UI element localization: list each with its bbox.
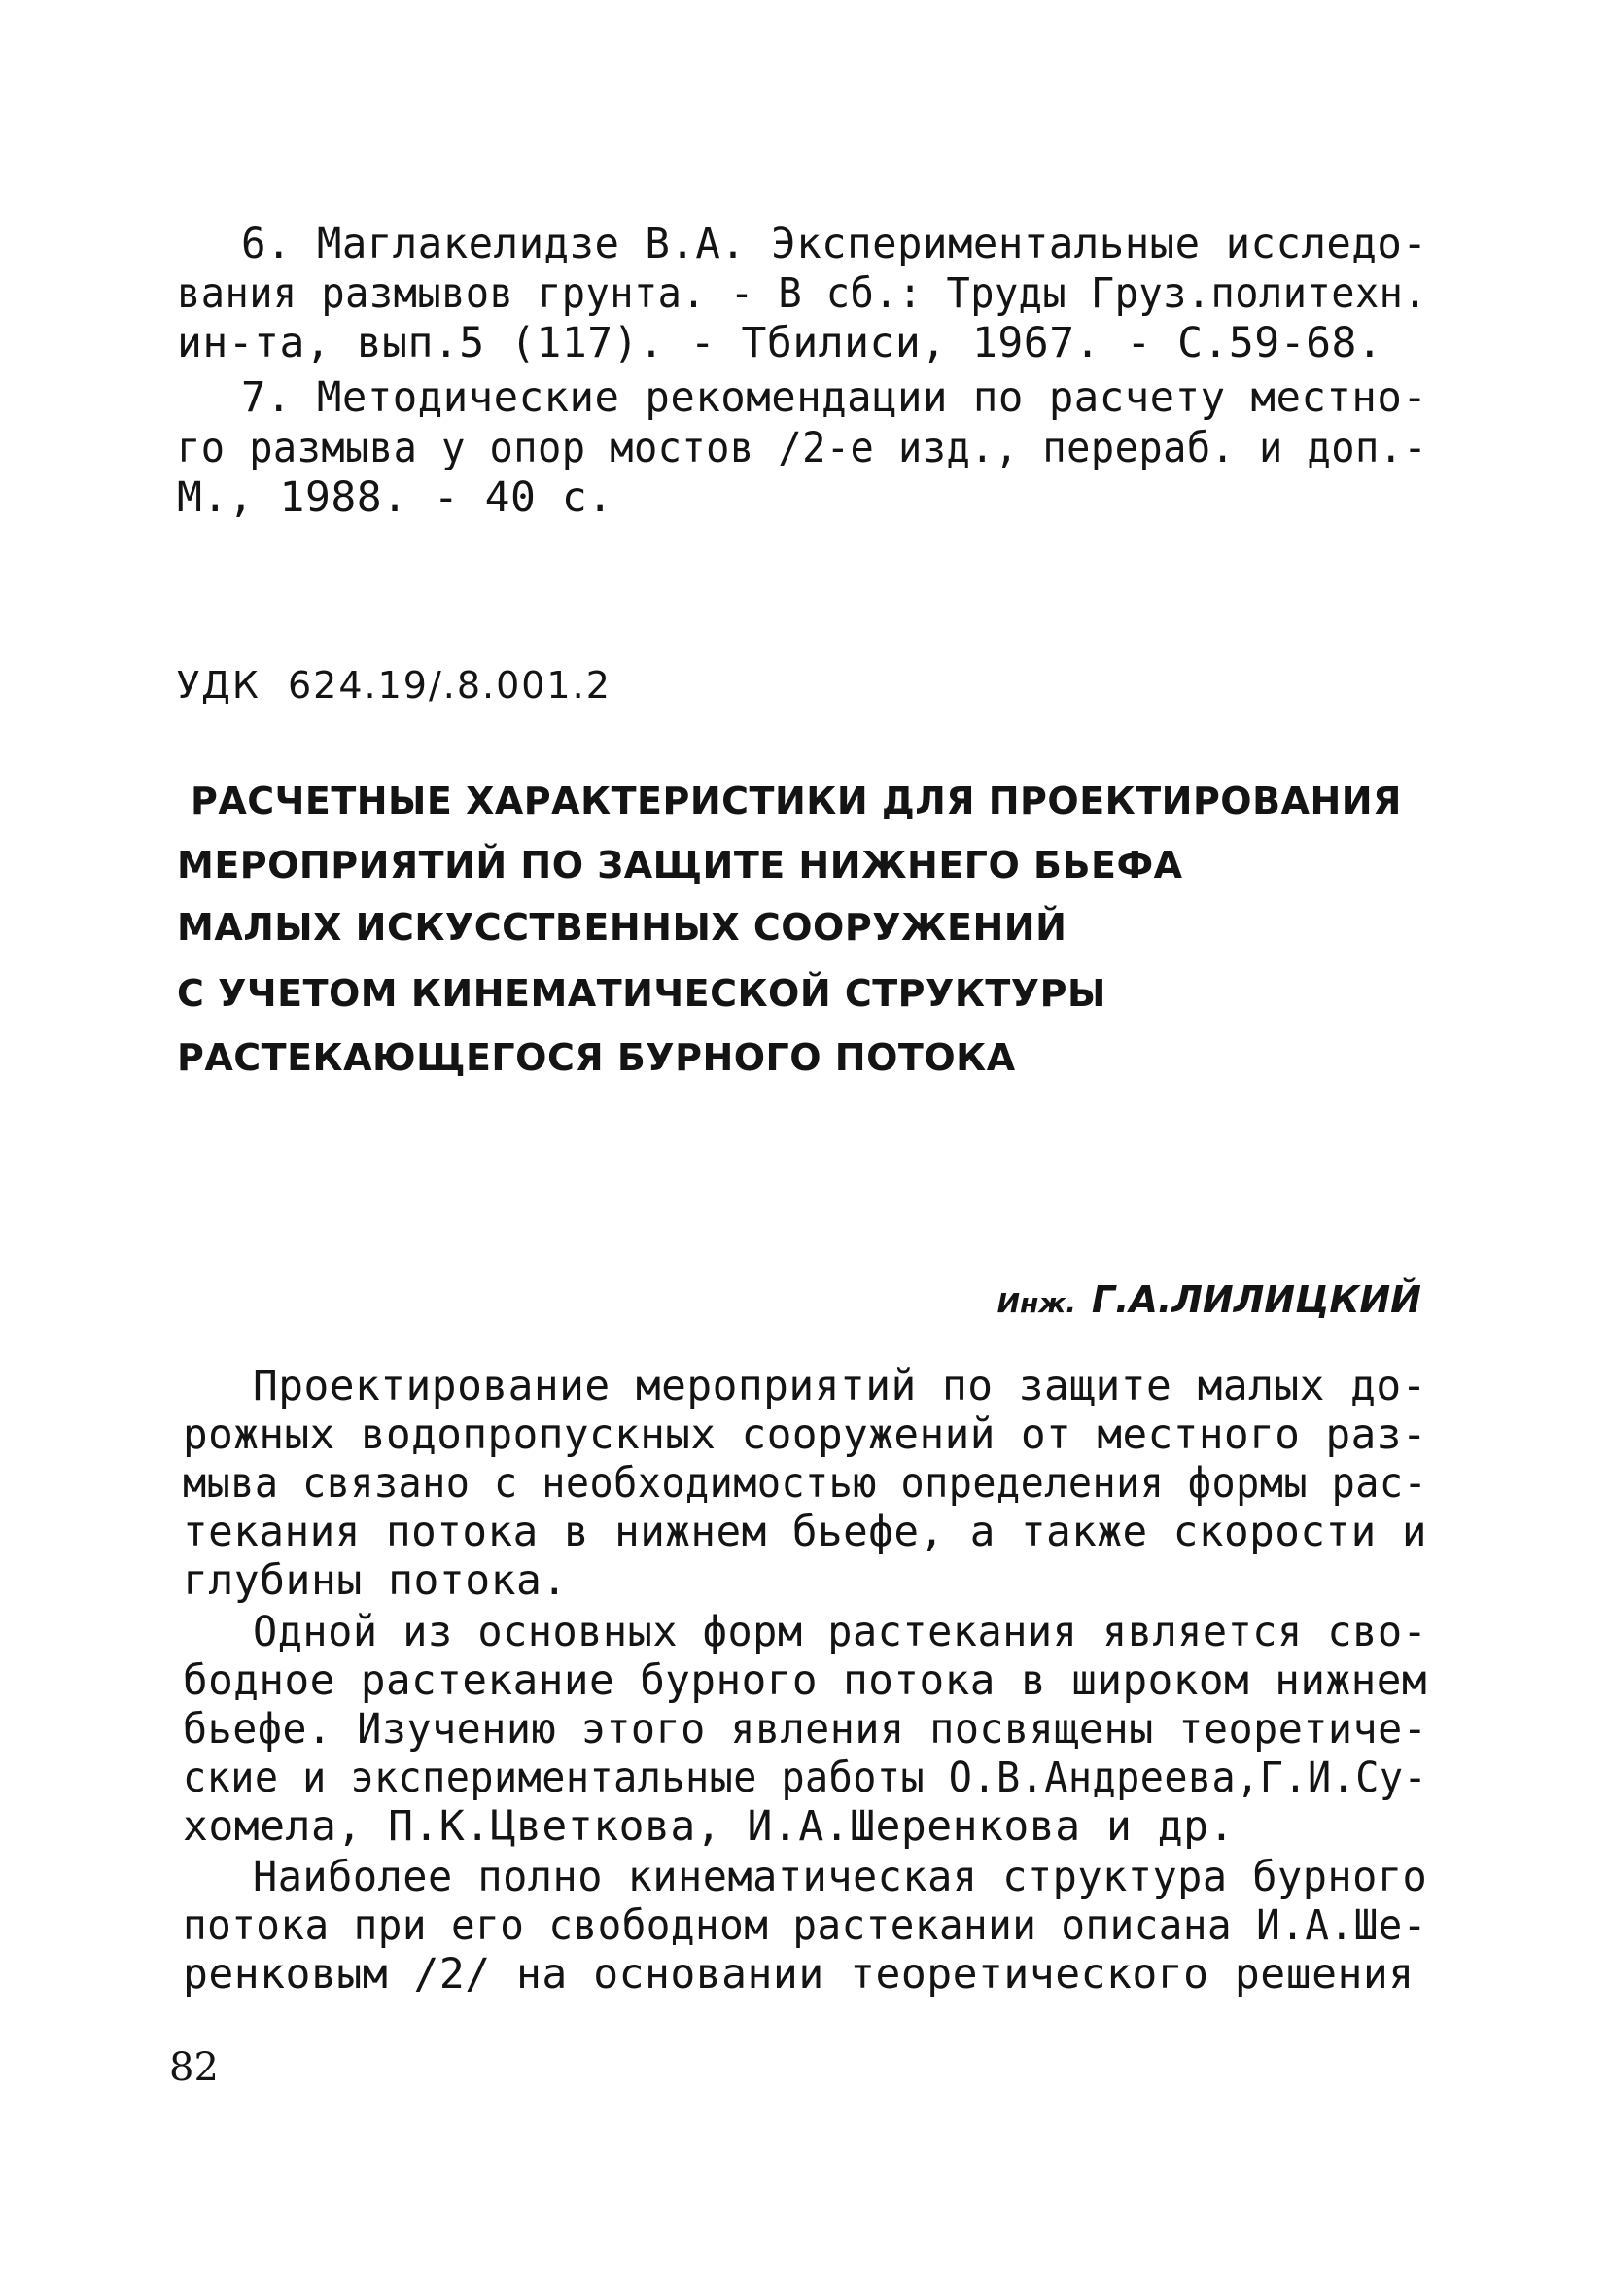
body-line: Одной из основных форм растекания является сво- [253, 1608, 1428, 1656]
title-line: С УЧЕТОМ КИНЕМАТИЧЕСКОЙ СТРУКТУРЫ [177, 972, 1106, 1015]
title-line: МЕРОПРИЯТИЙ ПО ЗАЩИТЕ НИЖНЕГО БЬЕФА [177, 844, 1183, 887]
title-line: РАСЧЕТНЫЕ ХАРАКТЕРИСТИКИ ДЛЯ ПРОЕКТИРОВАНИЯ [191, 780, 1402, 822]
reference-line: 7. Методические рекомендации по расчету местно- [241, 373, 1428, 422]
body-line: бодное растекание бурного потока в широком нижнем [183, 1656, 1427, 1705]
author-byline [971, 1235, 1421, 1321]
body-line: бьефе. Изучению этого явления посвящены теоретиче- [183, 1705, 1428, 1754]
reference-line: ин-та, вып.5 (117). - Тбилиси, 1967. - С.59-68. [177, 319, 1383, 367]
body-line: потока при его свободном растекании описана И.А.Ше- [183, 1901, 1427, 1950]
reference-line: го размыва у опор мостов /2-е изд., перераб. и доп.- [177, 424, 1428, 472]
body-line: рожных водопропускных сооружений от местного раз- [183, 1410, 1427, 1459]
reference-line: М., 1988. - 40 с. [177, 473, 613, 522]
body-line: глубины потока. [183, 1556, 568, 1605]
body-line: текания потока в нижнем бьефе, а также скорости и [183, 1508, 1427, 1556]
title-line: МАЛЫХ ИСКУССТВЕННЫХ СООРУЖЕНИЙ [177, 906, 1067, 949]
body-line: хомела, П.К.Цветкова, И.А.Шеренкова и др. [183, 1802, 1235, 1851]
title-line: РАСТЕКАЮЩЕГОСЯ БУРНОГО ПОТОКА [177, 1036, 1016, 1079]
body-line: Проектирование мероприятий по защите малых до- [253, 1362, 1427, 1410]
author-name: Г.А.ЛИЛИЦКИЙ [1091, 1278, 1421, 1321]
reference-line: 6. Маглакелидзе В.А. Экспериментальные исследо- [241, 220, 1428, 268]
udk-code: УДК 624.19/.8.001.2 [177, 664, 612, 707]
body-line: ренковым /2/ на основании теоретического решения [183, 1950, 1415, 1999]
body-line: Наиболее полно кинематическая структура бурного [253, 1853, 1428, 1901]
reference-line: вания размывов грунта. - В сб.: Труды Груз.политехн. [177, 269, 1428, 318]
author-prefix: Инж. [996, 1287, 1076, 1319]
body-line: мыва связано с необходимостью определения формы рас- [183, 1459, 1428, 1508]
page-number: 82 [169, 2045, 219, 2090]
body-line: ские и экспериментальные работы О.В.Андреева,Г.И.Су- [183, 1754, 1428, 1802]
